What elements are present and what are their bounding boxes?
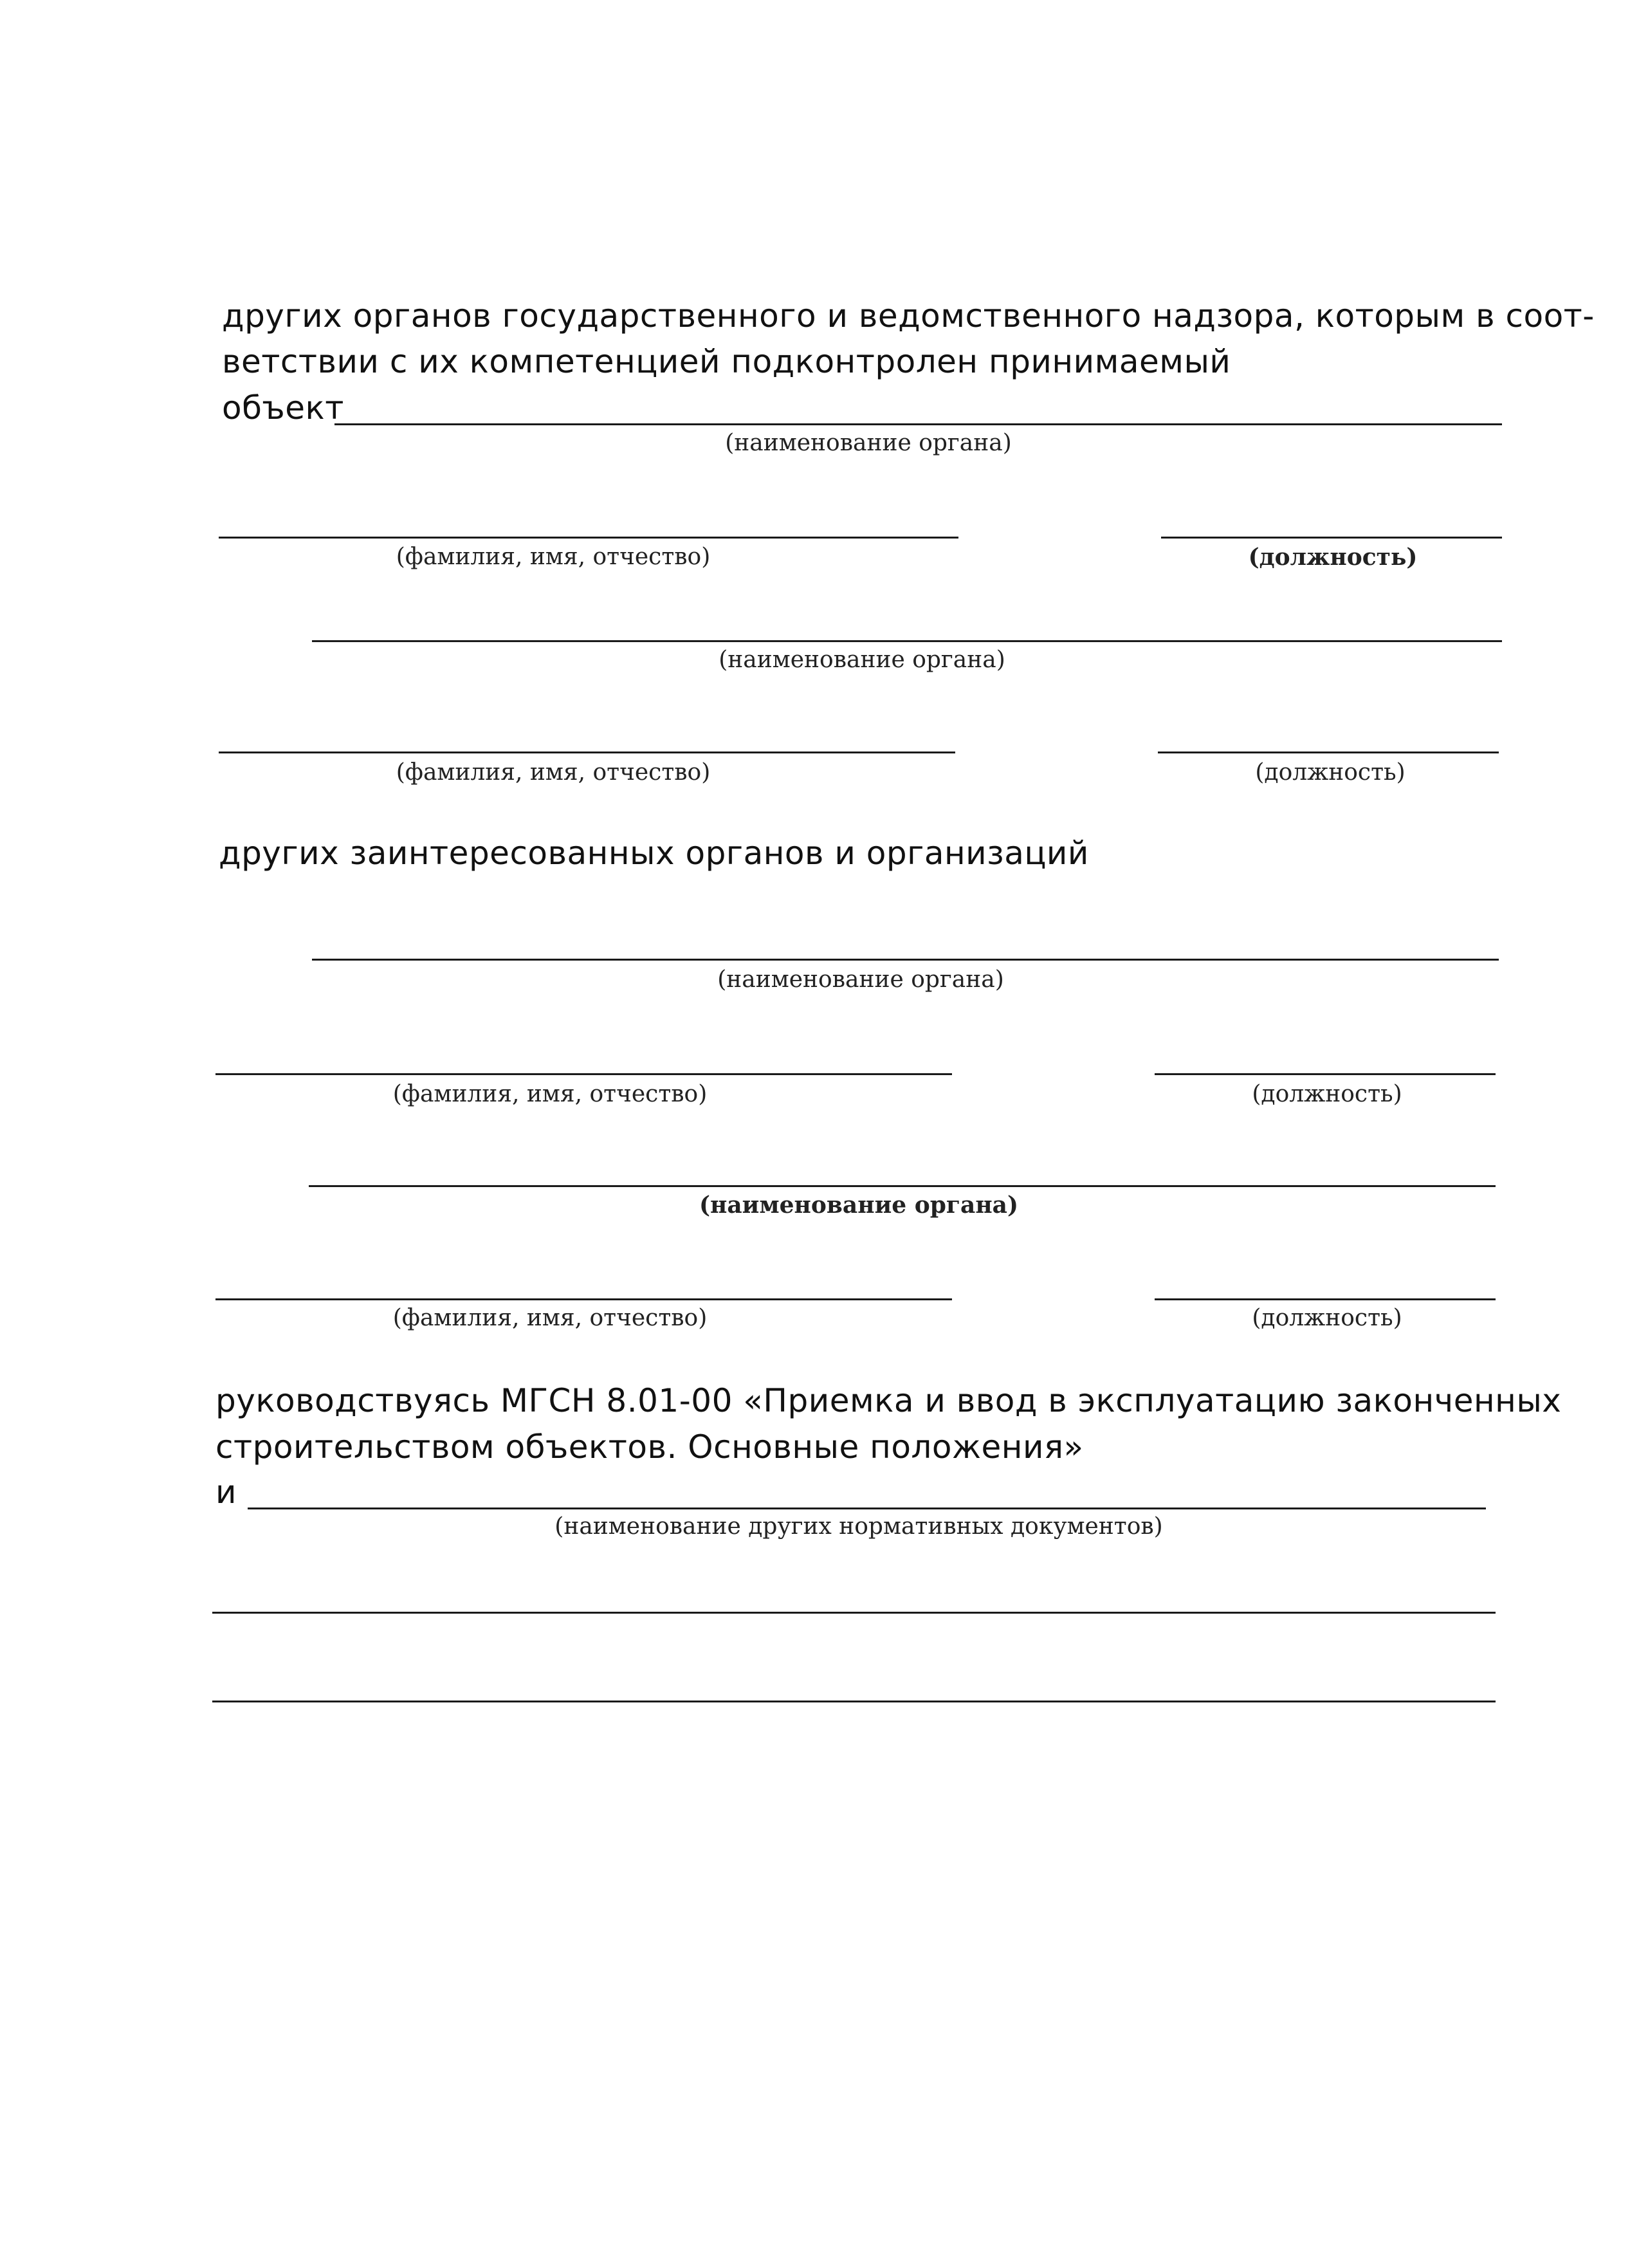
organ-caption-2: (наименование органа): [719, 647, 1005, 673]
position-field-line-2[interactable]: [1158, 751, 1499, 753]
organ-caption-4: (наименование органа): [699, 1192, 1019, 1219]
object-field-line[interactable]: [334, 423, 1502, 425]
fio-field-line-1[interactable]: [219, 537, 958, 539]
organ-field-line-3[interactable]: [312, 959, 1499, 961]
position-caption-1: (должность): [1248, 544, 1418, 571]
position-field-line-3[interactable]: [1155, 1073, 1496, 1075]
fio-field-line-2[interactable]: [219, 751, 955, 753]
other-docs-caption: (наименование других нормативных документов): [554, 1513, 1163, 1540]
position-field-line-4[interactable]: [1155, 1298, 1496, 1300]
fio-caption-2: (фамилия, имя, отчество): [396, 759, 711, 786]
footer-line-2: строительством объектов. Основные положения»: [215, 1428, 1084, 1466]
position-caption-4: (должность): [1252, 1305, 1402, 1331]
position-caption-2: (должность): [1255, 759, 1406, 786]
blank-field-line-1[interactable]: [212, 1612, 1496, 1614]
intro-line-3: объект: [222, 389, 344, 427]
section2-heading: других заинтересованных органов и организаций: [219, 834, 1089, 872]
footer-line-1: руководствуясь МГСН 8.01-00 «Приемка и ввод в эксплуатацию законченных: [215, 1382, 1562, 1419]
fio-field-line-4[interactable]: [215, 1298, 952, 1300]
fio-caption-3: (фамилия, имя, отчество): [392, 1081, 708, 1107]
footer-and: и: [215, 1473, 237, 1511]
fio-field-line-3[interactable]: [215, 1073, 952, 1075]
organ-caption-1: (наименование органа): [725, 430, 1012, 456]
position-caption-3: (должность): [1252, 1081, 1402, 1107]
other-docs-field-line[interactable]: [248, 1507, 1486, 1509]
intro-line-1: других органов государственного и ведомственного надзора, которым в соот-: [222, 297, 1595, 335]
position-field-line-1[interactable]: [1161, 537, 1502, 539]
fio-caption-4: (фамилия, имя, отчество): [392, 1305, 708, 1331]
fio-caption-1: (фамилия, имя, отчество): [396, 544, 711, 570]
intro-line-2: ветствии с их компетенцией подконтролен принимаемый: [222, 343, 1231, 380]
blank-field-line-2[interactable]: [212, 1701, 1496, 1702]
organ-field-line-2[interactable]: [312, 640, 1502, 642]
organ-caption-3: (наименование органа): [717, 966, 1004, 993]
organ-field-line-4[interactable]: [309, 1185, 1496, 1187]
